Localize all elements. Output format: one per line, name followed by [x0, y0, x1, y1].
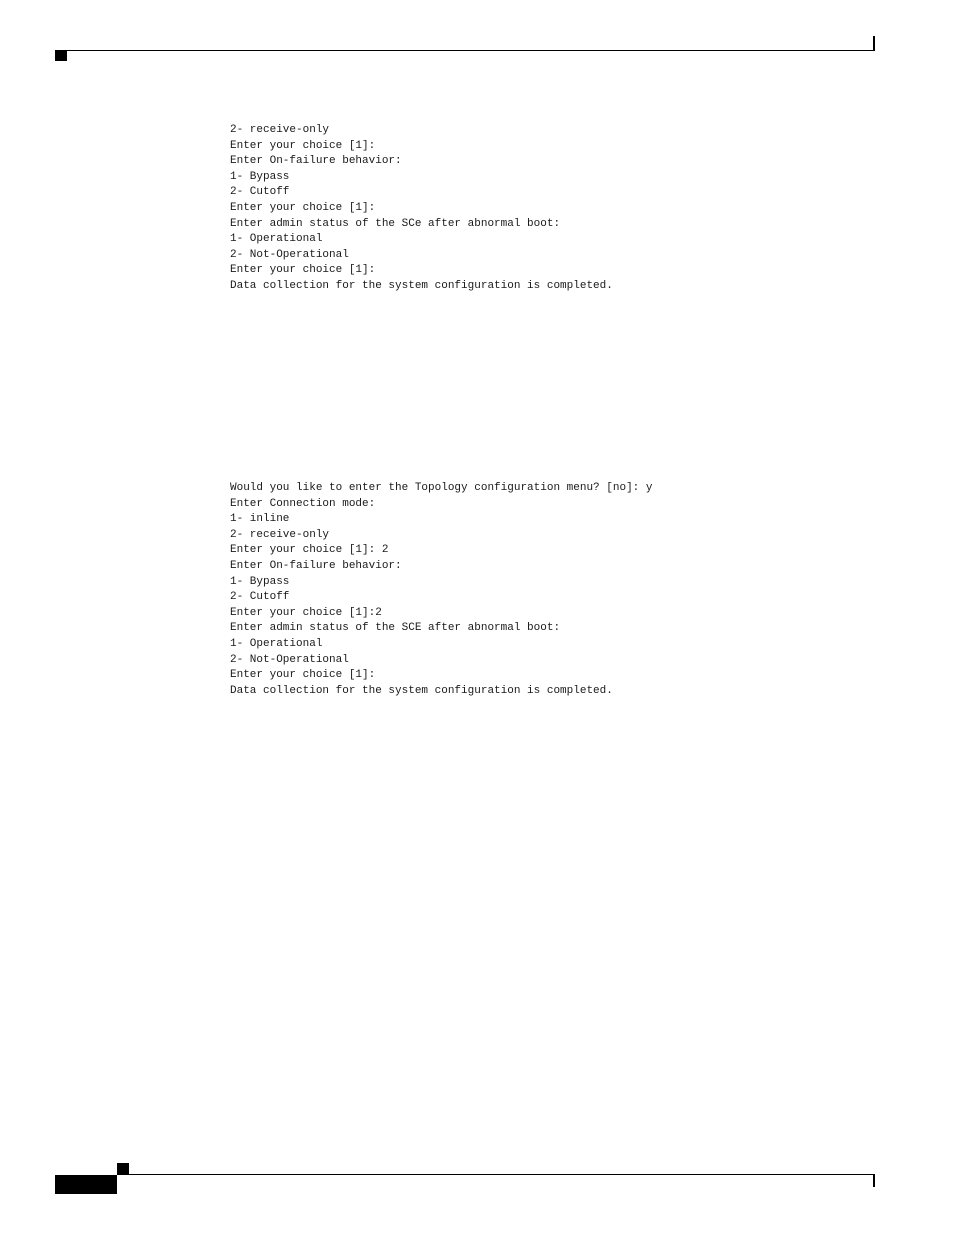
code-line: 2- receive-only	[230, 124, 330, 136]
code-line: 2- Not-Operational	[230, 248, 349, 261]
code-line: Enter your choice [1]:2	[230, 606, 382, 619]
code-line: Enter admin status of the SCE after abnormal boot:	[230, 622, 561, 635]
code-example-1	[230, 123, 613, 295]
code-line: 2- Not-Operational	[230, 653, 349, 666]
code-line: Enter your choice [1]:	[230, 669, 376, 682]
code-line: Enter On-failure behavior:	[230, 559, 402, 572]
code-line: 1- Operational	[230, 637, 323, 650]
code-line: Enter admin status of the SCe after abnormal boot:	[230, 217, 561, 230]
code-line: 1- Operational	[230, 233, 323, 246]
code-line: 1- Bypass	[230, 170, 290, 183]
footer-rule	[117, 1174, 875, 1175]
code-line: Enter your choice [1]: 2	[230, 544, 389, 557]
header-right-tick	[873, 36, 875, 51]
code-line: Enter your choice [1]:	[230, 264, 376, 277]
footer-corner-marker	[117, 1163, 129, 1174]
code-line: Data collection for the system configuration is completed.	[230, 279, 613, 292]
code-line: 1- inline	[230, 513, 290, 526]
footer-page-tab	[55, 1175, 117, 1194]
header-rule	[55, 50, 875, 51]
code-line: Enter your choice [1]:	[230, 201, 376, 214]
header-corner-marker	[55, 51, 67, 61]
code-line: 1- Bypass	[230, 575, 290, 588]
code-line: 2- Cutoff	[230, 186, 290, 199]
code-line: Enter Connection mode:	[230, 497, 376, 510]
code-line: Data collection for the system configuration is completed.	[230, 684, 613, 697]
code-line: Enter your choice [1]:	[230, 139, 376, 152]
code-line: 2- Cutoff	[230, 591, 290, 604]
footer-right-tick	[873, 1174, 875, 1187]
code-line: Would you like to enter the Topology configuration menu? [no]: y	[230, 482, 653, 494]
code-line: 2- receive-only	[230, 528, 330, 541]
code-line: Enter On-failure behavior:	[230, 155, 402, 168]
code-example-2	[230, 481, 652, 699]
